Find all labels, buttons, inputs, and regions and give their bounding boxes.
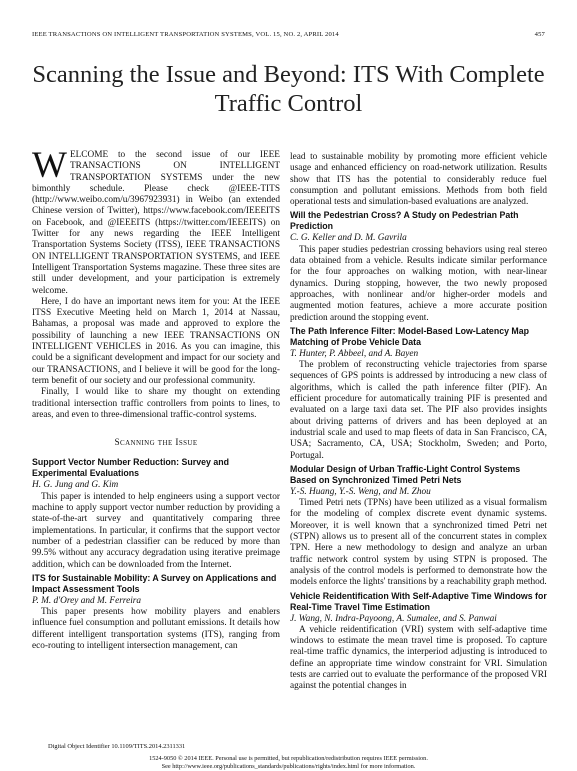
paper-title: ITS for Sustainable Mobility: A Survey on Applications and Impact Assessment Tools	[32, 572, 277, 594]
left-column	[32, 145, 280, 652]
paper-authors: H. G. Jung and G. Kim	[32, 480, 119, 491]
paper-abstract: This paper is intended to help engineers using a support vector machine to apply support vector number reduction by providing a state-of-the-art survey and quantitatively comparing three implementations. In particular, it confirms that the support vector number of a pedestrian classifier can be reduced by more than 99.5% without any accuracy degradation using iterative preimage addition, which can be downloaded from the Internet.	[32, 491, 280, 570]
copyright-footer	[32, 755, 545, 771]
intro-paragraph-3: Finally, I would like to share my thought on extending traditional intersection traffic controllers from points to lines, to areas, and even to three-dimensional traffic-control systems.	[32, 387, 280, 420]
paper-abstract: The problem of reconstructing vehicle trajectories from sparse sequences of GPS points is addressed by introducing a new class of algorithms, which is called the path inference filter (PIF). An efficient procedure for automatically training PIF is presented and evaluated on a large taxi data set. The PIF also provides insights about driving patterns of drivers and has been deployed at an industrial scale and used to map fleets of data in San Francisco, CA, USA; Sacramento, CA, USA; Stockholm, Sweden; and Porto, Portugal.	[290, 360, 547, 461]
continued-abstract: lead to sustainable mobility by promoting more efficient vehicle usage and enhanced efficiency on road-network utilization. Results show that ITS has the potential to considerably reduce fuel consumption and pollutant emissions. Methods from both field operational tests and simulation-based evaluations are analyzed.	[290, 152, 547, 208]
journal-name: IEEE TRANSACTIONS ON INTELLIGENT TRANSPORTATION SYSTEMS, VOL. 15, NO. 2, APRIL 2014	[32, 31, 339, 38]
paper-abstract: This paper studies pedestrian crossing behaviors using real stereo data obtained from a vehicle. Results indicate similar performance for the four approaches on walking motion, with near-linear dynamics. During stopping, however, the two newly proposed approaches, with nonlinear and/or higher-order models and augmented motion features, achieve a more accurate position prediction around the stopping event.	[290, 244, 547, 323]
paper-title: Will the Pedestrian Cross? A Study on Pedestrian Path Prediction	[290, 210, 519, 232]
paper-title: Support Vector Number Reduction: Survey and Experimental Evaluations	[32, 457, 229, 479]
intro-paragraph-1: WELCOME to the second issue of our IEEE TRANSACTIONS ON INTELLIGENT TRANSPORTATION SYSTEMS under the new bimonthly schedule. Please check @IEEE-TITS (http://www.weibo.com/u/3967923931) in Weibo (an extended Chinese version of Twitter), https://www.facebook.com/IEEEITS on Facebook, and @IEEEITS (https://twitter.com/IEEEITS) on Twitter for any news regarding the IEEE Intelligent Transportation Systems Society (ITSS), IEEE TRANSACTIONS ON INTELLIGENT TRANSPORTATION SYSTEMS, and IEEE Intelligent Transportation Systems magazine. These three sites are still under development, and your participation is extremely welcome.	[32, 145, 280, 296]
permissions-link[interactable]: See http://www.ieee.org/publications_standards/publications/rights/index.html for more information.	[161, 763, 416, 770]
paper-authors: J. Wang, N. Indra-Payoong, A. Sumalee, and S. Panwai	[290, 613, 497, 624]
paper-abstract: Timed Petri nets (TPNs) have been utilized as a visual formalism for the modeling of complex discrete event dynamic systems. Moreover, it is well known that a synchronized timed Petri net (STPN) allows us to present all of the concurrent states in complex TPN. Here a new methodology to design and analyze an urban traffic network control system by using STPN is proposed. The analysis of the control models is performed to demonstrate how the models enforce the lights' transitions by a reachability graph method.	[290, 498, 547, 588]
paper-abstract: This paper presents how mobility players and enablers influence fuel consumption and pollutant emissions. It details how different intelligent transportation systems (ITS), ranging from eco-routing to intelligent intersection management, can	[32, 607, 280, 651]
page-number: 457	[534, 31, 545, 38]
running-head	[32, 31, 545, 38]
dropcap: W	[32, 145, 67, 186]
paper-title: Modular Design of Urban Traffic-Light Control Systems Based on Synchronized Timed Petri Nets	[290, 463, 521, 485]
intro-paragraph-2: Here, I do have an important news item for you: At the IEEE ITSS Executive Meeting held on March 1, 2014 at Nassau, Bahamas, a proposal was made and approved to explore the possibility of launching a new IEEE TRANSACTIONS ON INTELLIGENT VEHICLES in 2016. As you can imagine, this could be a significant development and impact for our society and our TRANSACTIONS, and I believe it will be good for the long-term benefit of our society and our professional community.	[32, 296, 280, 386]
paper-authors: T. Hunter, P. Abbeel, and A. Bayen	[290, 348, 419, 359]
paper-abstract: A vehicle reidentification (VRI) system with self-adaptive time windows to estimate the mean travel time is proposed. To capture real-time traffic dynamics, the interperiod adjusting is introduced to define an appropriate time window constraint for VRI. Simulation tests are carried out to evaluate the performance of the proposed VRI against the potential changes in	[290, 624, 547, 692]
article-title: Scanning the Issue and Beyond: ITS With Complete Traffic Control	[32, 61, 545, 117]
copyright-line: 1524-9050 © 2014 IEEE. Personal use is permitted, but republication/redistribution requires IEEE permission.	[149, 755, 428, 762]
paper-title: The Path Inference Filter: Model-Based Low-Latency Map Matching of Probe Vehicle Data	[290, 325, 530, 347]
paper-authors: P. M. d'Orey and M. Ferreira	[32, 595, 142, 606]
paper-authors: C. G. Keller and D. M. Gavrila	[290, 233, 407, 244]
doi-footnote: Digital Object Identifier 10.1109/TITS.2014.2311331	[48, 743, 186, 750]
paper-title: Vehicle Reidentification With Self-Adaptive Time Windows for Real-Time Travel Time Estimation	[290, 590, 547, 612]
paper-authors: Y.-S. Huang, Y.-S. Weng, and M. Zhou	[290, 486, 431, 497]
section-heading: Scanning the Issue	[114, 438, 198, 449]
right-column	[290, 152, 547, 693]
